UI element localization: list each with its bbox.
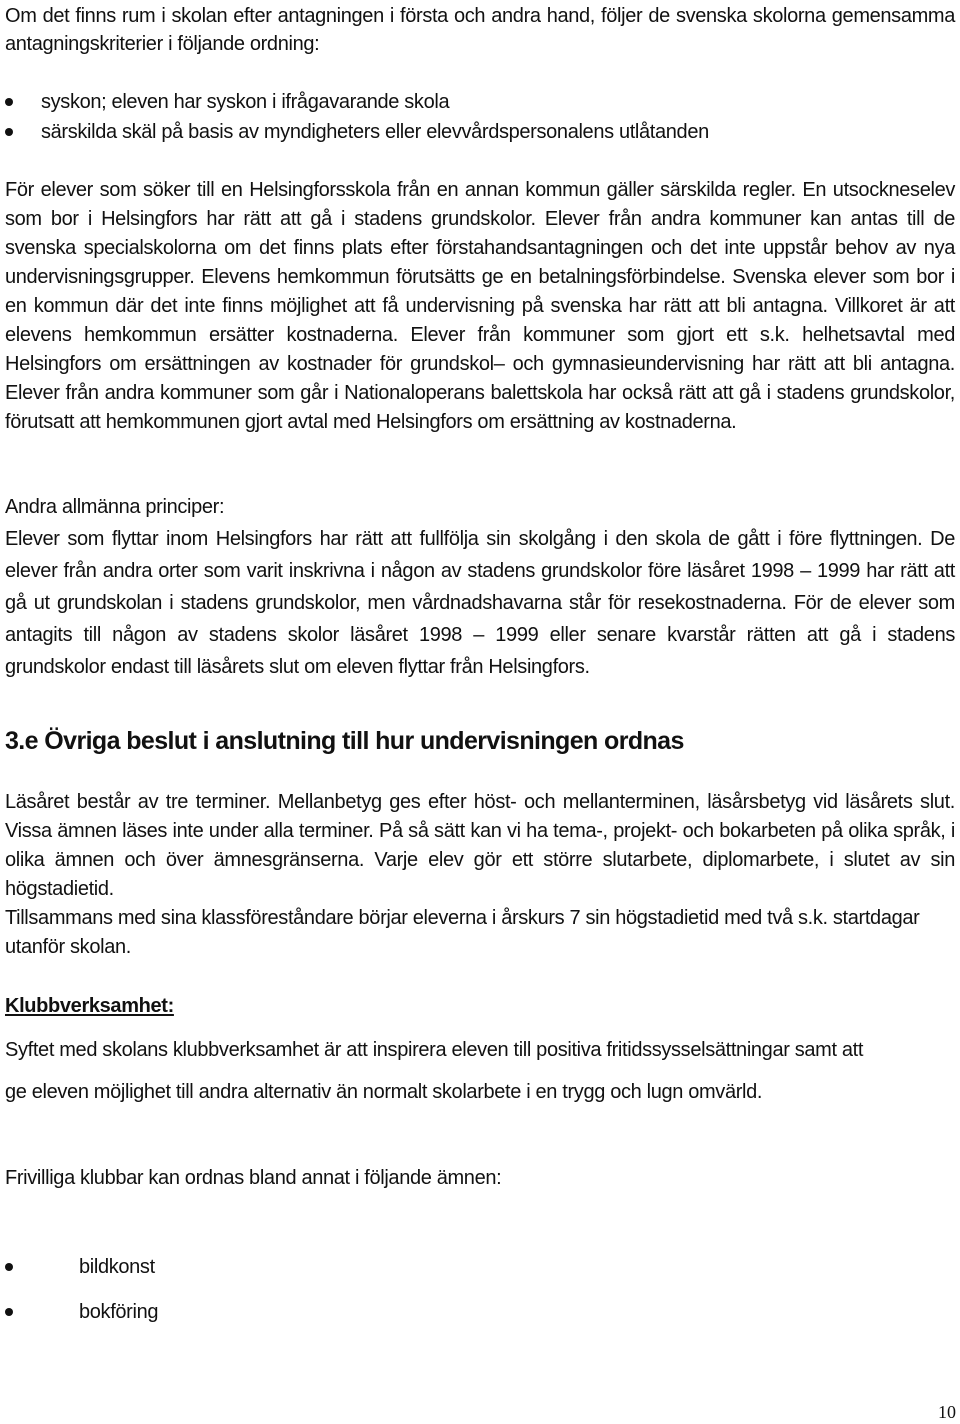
page-number: 10 xyxy=(938,1402,956,1422)
principles-heading: Andra allmänna principer: xyxy=(5,496,225,518)
startdays-paragraph: Tillsammans med sina klassföreståndare börjar eleverna i årskurs 7 sin högstadietid med två s.k. startdagar utanför skolan. xyxy=(5,907,920,958)
school-year-paragraph: Läsåret består av tre terminer. Mellanbetyg ges efter höst- och mellanterminen, läsårsbetyg vid läsårets slut. Vissa ämnen läses inte under alla terminer. På så sätt kan vi ha tema-, projekt- och bokarbeten på olika språk, i olika ämnen och över ämnesgränserna. Varje elev gör ett större slutarbete, diplomarbete, i slutet av sin högstadietid. xyxy=(5,791,955,900)
bullet-icon xyxy=(5,1263,13,1271)
club-purpose-line-1: Syftet med skolans klubbverksamhet är att inspirera eleven till positiva fritidssysselsättningar samt att xyxy=(5,1039,864,1061)
bullet-icon xyxy=(5,1308,13,1316)
clubs-intro: Frivilliga klubbar kan ordnas bland annat i följande ämnen: xyxy=(5,1167,502,1189)
intro-paragraph: Om det finns rum i skolan efter antagningen i första och andra hand, följer de svenska skolorna gemensamma antagningskriterier i följande ordning: xyxy=(5,5,955,55)
club-heading: Klubbverksamhet: xyxy=(5,995,174,1017)
club-purpose-line-2: ge eleven möjlighet till andra alternativ än normalt skolarbete i en trygg och lugn omvärld. xyxy=(5,1081,763,1103)
section-heading: 3.e Övriga beslut i anslutning till hur undervisningen ordnas xyxy=(5,727,684,755)
principles-paragraph: Elever som flyttar inom Helsingfors har rätt att fullfölja sin skolgång i den skola de gått i före flyttningen. De elever från andra orter som varit inskrivna i någon av stadens grundskolor före läsåret 1998 – 1999 har rätt att gå ut grundskolan i stadens grundskolor, men vårdnadshavarna står för resekostnaderna. För de elever som antagits till någon av stadens skolor läsåret 1998 – 1999 eller senare kvarstår rätten att gå i stadens grundskolor endast till läsårets slut om eleven flyttar från Helsingfors. xyxy=(5,528,955,678)
bullet-icon xyxy=(5,128,13,136)
bullet-icon xyxy=(5,98,13,106)
municipality-paragraph: För elever som söker till en Helsingforsskola från en annan kommun gäller särskilda regler. En utsockneselev som bor i Helsingfors har rätt att gå i stadens grundskolor. Elever från andra kommuner kan antas till de svenska specialskolorna om det finns plats efter förstahandsantagningen och det inte uppstår behov av nya undervisningsgrupper. Elevens hemkommun förutsätts ge en betalningsförbindelse. Svenska elever som bor i en kommun där det inte finns möjlighet att få undervisning på svenska har rätt att bli antagna. Villkoret är att elevens hemkommun ersätter kostnaderna. Elever från kommuner som gjort ett s.k. helhetsavtal med Helsingfors om ersättningen av kostnader för grundskol– och gymnasieundervisning har rätt att bli antagna. Elever från andra kommuner som går i Nationaloperans balettskola har också rätt att gå i stadens grundskolor, förutsatt att hemkommunen gjort avtal med Helsingfors om ersättning av kostnaderna. xyxy=(5,179,955,433)
